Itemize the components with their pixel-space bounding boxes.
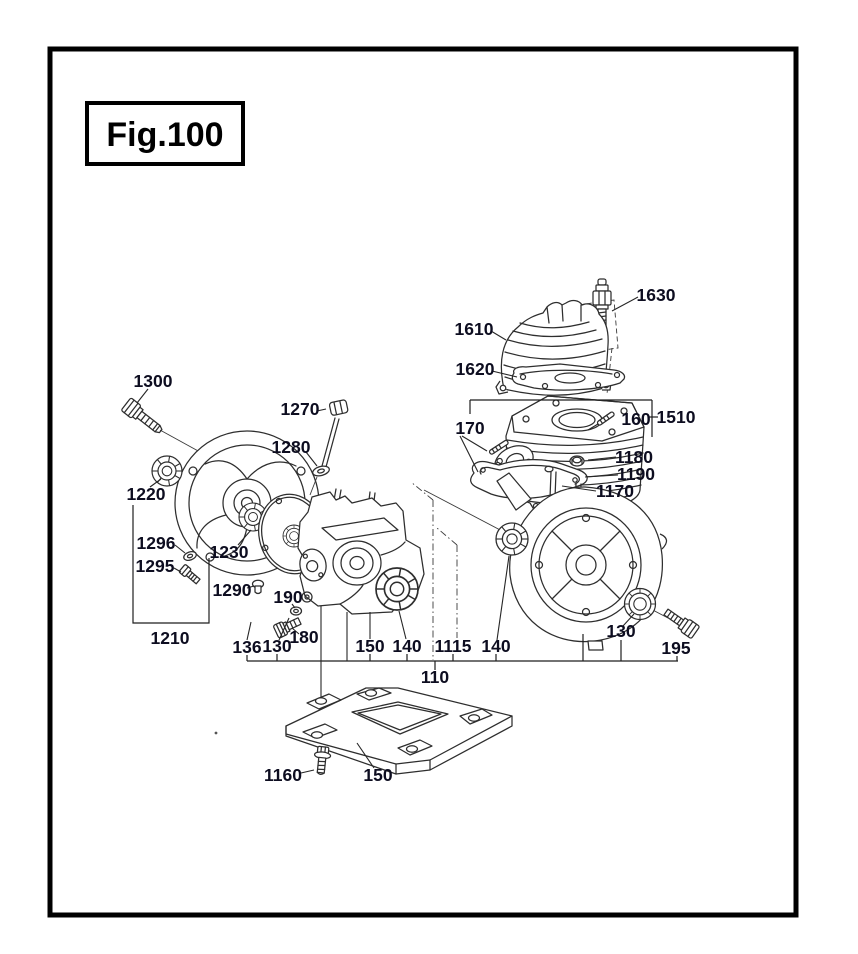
part-bolt-195 bbox=[662, 606, 700, 639]
part-label-1115: 1115 bbox=[434, 636, 472, 656]
ink-speck bbox=[215, 732, 218, 735]
part-label-1630: 1630 bbox=[636, 285, 676, 305]
part-label-130-right: 130 bbox=[606, 621, 636, 641]
part-label-1300: 1300 bbox=[133, 371, 173, 391]
part-label-1220: 1220 bbox=[126, 484, 166, 504]
part-label-110: 110 bbox=[420, 667, 450, 687]
part-label-1190: 1190 bbox=[617, 464, 655, 484]
part-label-1270: 1270 bbox=[280, 399, 320, 419]
part-crankcase-right bbox=[497, 473, 667, 650]
part-label-180: 180 bbox=[289, 627, 319, 647]
part-bolt-1295 bbox=[179, 564, 202, 585]
figure-title: Fig.100 bbox=[106, 116, 224, 154]
part-nut-1180 bbox=[570, 456, 584, 466]
part-label-1620: 1620 bbox=[455, 359, 495, 379]
part-label-1160: 1160 bbox=[264, 765, 302, 785]
part-label-1180: 1180 bbox=[615, 447, 653, 467]
part-label-1170: 1170 bbox=[596, 481, 634, 501]
part-label-140-right: 140 bbox=[481, 636, 511, 656]
part-label-1610: 1610 bbox=[454, 319, 494, 339]
figure-title-box bbox=[87, 103, 243, 164]
part-washer-1296 bbox=[183, 550, 198, 562]
part-washer-190 bbox=[291, 607, 302, 615]
part-bolt-1160 bbox=[313, 746, 332, 775]
part-bolt-1300 bbox=[121, 398, 166, 438]
part-label-136: 136 bbox=[232, 637, 262, 657]
part-dipstick-1270 bbox=[322, 399, 348, 467]
part-head-gasket-1620 bbox=[512, 364, 624, 390]
part-bearing-140-left bbox=[376, 568, 418, 610]
part-label-1295: 1295 bbox=[135, 556, 175, 576]
part-label-1290: 1290 bbox=[212, 580, 252, 600]
part-bearing-140-right bbox=[496, 523, 528, 555]
part-label-1210: 1210 bbox=[150, 628, 190, 648]
part-label-1280: 1280 bbox=[271, 437, 311, 457]
part-label-1230: 1230 bbox=[209, 542, 249, 562]
part-label-130-left: 130 bbox=[262, 636, 292, 656]
part-bearing-1220 bbox=[152, 456, 182, 486]
part-label-190: 190 bbox=[273, 587, 303, 607]
part-label-160: 160 bbox=[621, 409, 651, 429]
part-label-150-bottom: 150 bbox=[363, 765, 393, 785]
part-label-170: 170 bbox=[455, 418, 485, 438]
part-label-150-mid: 150 bbox=[355, 636, 385, 656]
part-label-1296: 1296 bbox=[136, 533, 176, 553]
part-plug-1290 bbox=[253, 580, 264, 593]
part-label-140-left: 140 bbox=[392, 636, 422, 656]
part-label-1510: 1510 bbox=[656, 407, 696, 427]
part-oil-seal-130 bbox=[625, 589, 656, 620]
part-label-195: 195 bbox=[661, 638, 691, 658]
